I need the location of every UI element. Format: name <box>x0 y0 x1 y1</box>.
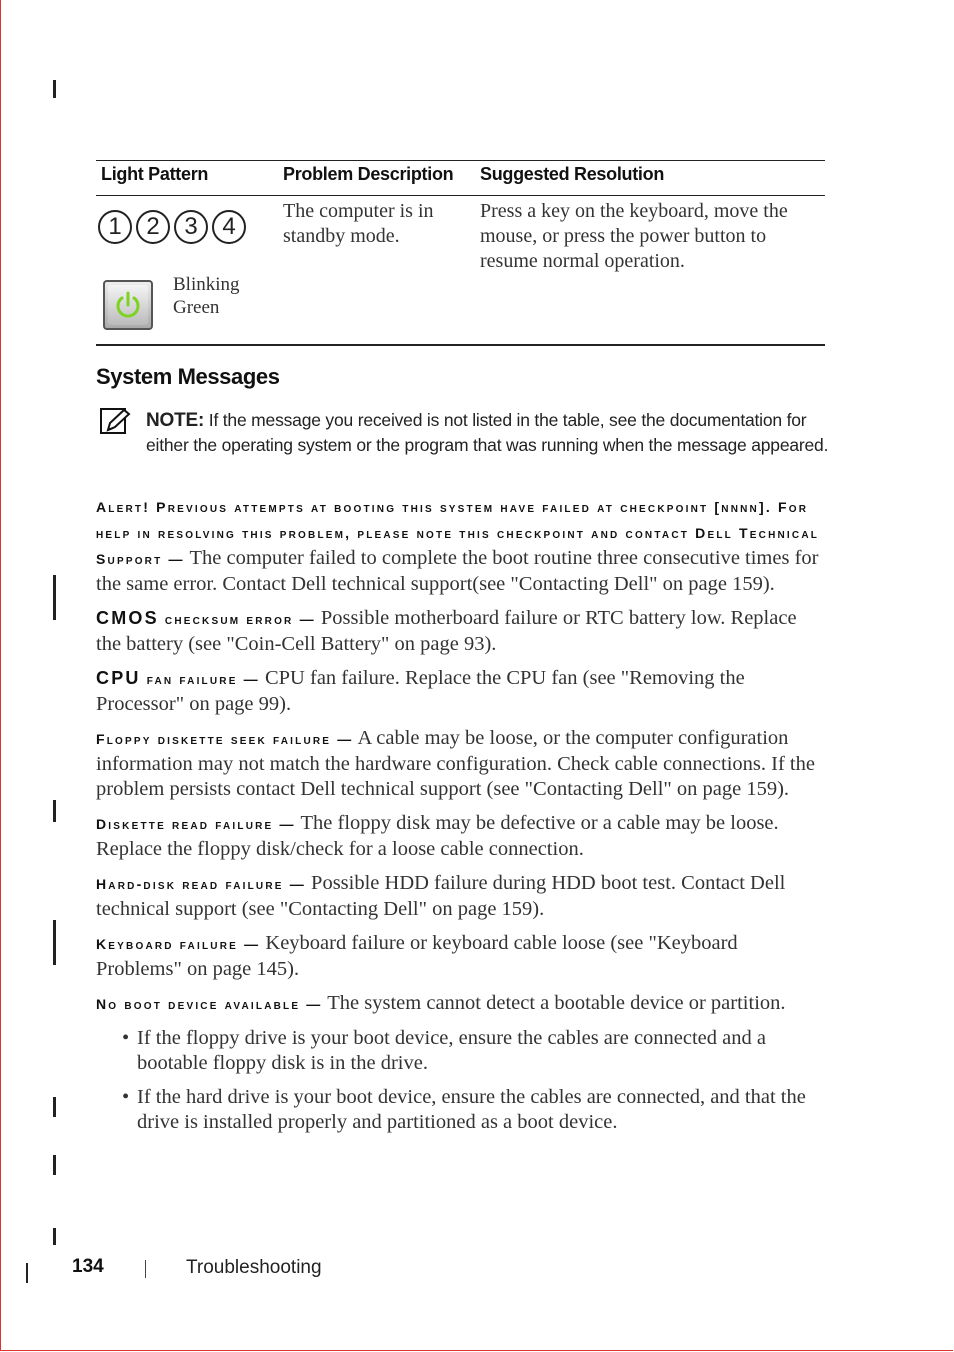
bullet-text: If the hard drive is your boot device, ensure the cables are connected, and that the drive is installed properly and partitioned as a boot device. <box>137 1086 806 1133</box>
change-bar <box>53 80 56 98</box>
table-rule <box>96 344 825 346</box>
bullet-icon: • <box>122 1027 130 1049</box>
power-button-icon <box>103 280 153 330</box>
message-entry <box>96 606 826 657</box>
message-term: Diskette read failure — <box>96 816 296 832</box>
message-text: The floppy disk may be defective or a cable may be loose. Replace the floppy disk/check for a loose cable connection. <box>96 812 779 860</box>
power-symbol-icon <box>113 290 143 320</box>
footer-section-title: Troubleshooting <box>186 1257 322 1278</box>
change-bar <box>53 1228 56 1245</box>
message-entry <box>96 811 826 862</box>
boot-device-bullets <box>96 1026 826 1135</box>
change-bar <box>53 1155 56 1175</box>
bullet-text: If the floppy drive is your boot device, ensure the cables are connected and a bootable floppy disk is in the drive. <box>137 1027 766 1074</box>
change-bar <box>53 575 56 620</box>
diagnostic-light-2: 2 <box>136 210 170 244</box>
header-light-pattern: Light Pattern <box>101 164 209 184</box>
message-entry <box>96 494 826 597</box>
message-term: No boot device available — <box>96 996 323 1012</box>
message-text: Possible HDD failure during HDD boot test. Contact Dell technical support (see "Contacting Dell" on page 159). <box>96 872 786 920</box>
footer-tick <box>26 1263 28 1283</box>
message-term: CPU fan failure — <box>96 668 260 688</box>
message-term: CMOS checksum error — <box>96 608 316 628</box>
note-block <box>146 408 836 458</box>
message-term: Alert! Previous attempts at booting this system have failed at checkpoint [nnnn]. For help in resolving this problem, please note this checkpoint and contact Dell Technical Support — <box>96 499 820 567</box>
change-bar <box>53 1097 56 1117</box>
table-rule <box>96 160 825 161</box>
message-entry <box>96 666 826 717</box>
note-label: NOTE: <box>146 410 205 431</box>
message-entry <box>96 931 826 982</box>
table-rule <box>96 195 825 196</box>
list-item <box>96 1026 826 1076</box>
system-messages-list <box>96 494 826 1144</box>
note-text: If the message you received is not listed in the table, see the documentation for either the operating system or the program that was running when the message appeared. <box>146 410 829 455</box>
message-text: Keyboard failure or keyboard cable loose (see "Keyboard Problems" on page 145). <box>96 932 738 980</box>
diagnostic-lights <box>98 210 246 244</box>
message-term: Hard-disk read failure — <box>96 876 306 892</box>
message-text: A cable may be loose, or the computer configuration information may not match the hardware configuration. Check cable connections. If the problem persists contact Dell technical support (see "Contacting Dell" on page 159). <box>96 727 815 800</box>
suggested-resolution: Press a key on the keyboard, move the mouse, or press the power button to resume normal operation. <box>480 200 788 272</box>
header-problem-description: Problem Description <box>283 164 454 184</box>
pencil-note-icon <box>100 408 132 436</box>
diagnostic-light-4: 4 <box>212 210 246 244</box>
message-text: The computer failed to complete the boot routine three consecutive times for the same error. Contact Dell technical support(see "Contacting Dell" on page 159). <box>96 547 819 595</box>
message-text: Possible motherboard failure or RTC battery low. Replace the battery (see "Coin-Cell Battery" on page 93). <box>96 607 797 655</box>
page-number: 134 <box>72 1256 104 1277</box>
diagnostic-light-1: 1 <box>98 210 132 244</box>
list-item <box>96 1085 826 1135</box>
message-term: Floppy diskette seek failure — <box>96 731 354 747</box>
footer-separator <box>145 1260 146 1278</box>
change-bar <box>53 800 56 822</box>
message-text: CPU fan failure. Replace the CPU fan (see "Removing the Processor" on page 99). <box>96 667 745 715</box>
header-suggested-resolution: Suggested Resolution <box>480 164 665 184</box>
bullet-icon: • <box>122 1086 130 1108</box>
power-light-state: Blinking Green <box>173 274 240 318</box>
message-text: The system cannot detect a bootable device or partition. <box>327 992 786 1014</box>
diagnostic-light-3: 3 <box>174 210 208 244</box>
section-title: System Messages <box>96 364 280 389</box>
message-term: Keyboard failure — <box>96 936 261 952</box>
message-entry <box>96 726 826 802</box>
message-entry <box>96 871 826 922</box>
message-entry <box>96 991 826 1017</box>
problem-description: The computer is in standby mode. <box>283 200 434 247</box>
change-bar <box>53 920 56 965</box>
light-pattern-table <box>96 160 825 350</box>
